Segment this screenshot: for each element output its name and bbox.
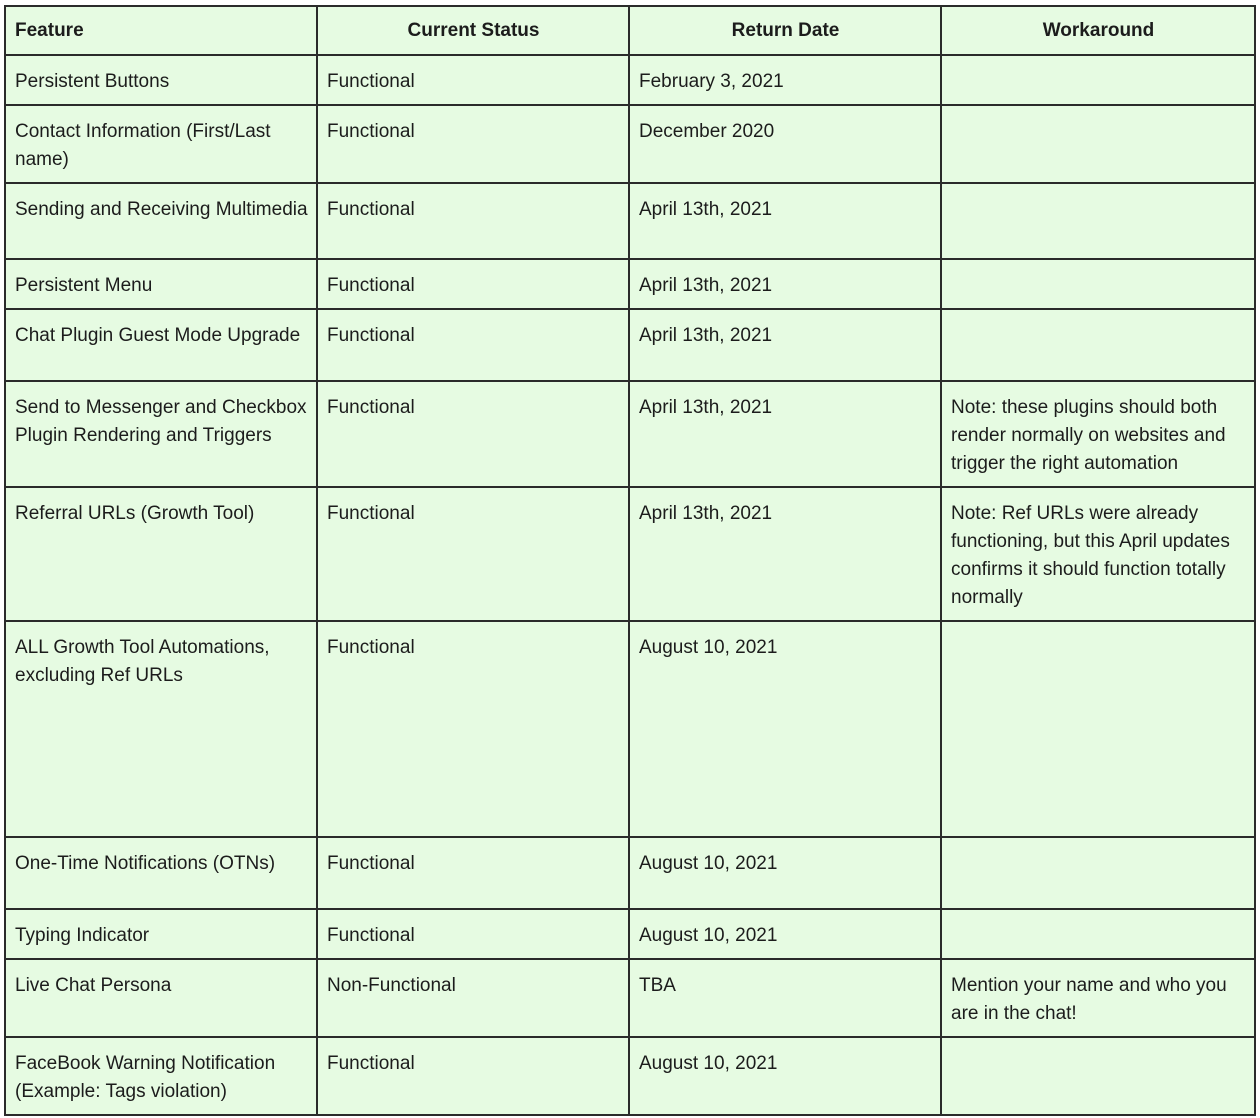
feature-status-table: [4, 5, 1256, 1116]
table-row: [5, 1037, 1255, 1115]
workaround-cell: Note: Ref URLs were already functioning, but this April updates confirms it should function totally normally: [941, 487, 1255, 621]
status-cell: Functional: [317, 55, 629, 105]
return-date-cell: April 13th, 2021: [629, 381, 941, 487]
feature-cell: One-Time Notifications (OTNs): [5, 837, 317, 909]
table-row: [5, 381, 1255, 487]
workaround-cell: [941, 621, 1255, 837]
workaround-cell: [941, 259, 1255, 309]
return-date-cell: TBA: [629, 959, 941, 1037]
feature-cell: ALL Growth Tool Automations, excluding Ref URLs: [5, 621, 317, 837]
table-row: [5, 959, 1255, 1037]
workaround-cell: Mention your name and who you are in the chat!: [941, 959, 1255, 1037]
status-cell: Functional: [317, 837, 629, 909]
feature-cell: Persistent Menu: [5, 259, 317, 309]
return-date-cell: April 13th, 2021: [629, 309, 941, 381]
return-date-cell: August 10, 2021: [629, 837, 941, 909]
feature-cell: Live Chat Persona: [5, 959, 317, 1037]
status-cell: Functional: [317, 621, 629, 837]
feature-cell: Persistent Buttons: [5, 55, 317, 105]
return-date-cell: April 13th, 2021: [629, 183, 941, 259]
feature-cell: Referral URLs (Growth Tool): [5, 487, 317, 621]
workaround-cell: [941, 55, 1255, 105]
header-current-status: Current Status: [317, 6, 629, 55]
feature-status-table-container: [4, 5, 1254, 1116]
status-cell: Functional: [317, 381, 629, 487]
table-row: [5, 105, 1255, 183]
status-cell: Functional: [317, 105, 629, 183]
status-cell: Functional: [317, 259, 629, 309]
feature-cell: Typing Indicator: [5, 909, 317, 959]
feature-cell: FaceBook Warning Notification (Example: Tags violation): [5, 1037, 317, 1115]
feature-cell: Chat Plugin Guest Mode Upgrade: [5, 309, 317, 381]
workaround-cell: [941, 1037, 1255, 1115]
feature-cell: Send to Messenger and Checkbox Plugin Rendering and Triggers: [5, 381, 317, 487]
feature-cell: Contact Information (First/Last name): [5, 105, 317, 183]
return-date-cell: August 10, 2021: [629, 909, 941, 959]
status-cell: Functional: [317, 309, 629, 381]
header-return-date: Return Date: [629, 6, 941, 55]
table-row: [5, 909, 1255, 959]
status-cell: Functional: [317, 909, 629, 959]
workaround-cell: [941, 909, 1255, 959]
status-cell: Functional: [317, 1037, 629, 1115]
workaround-cell: [941, 837, 1255, 909]
workaround-cell: [941, 105, 1255, 183]
return-date-cell: August 10, 2021: [629, 621, 941, 837]
return-date-cell: February 3, 2021: [629, 55, 941, 105]
table-row: [5, 837, 1255, 909]
return-date-cell: December 2020: [629, 105, 941, 183]
workaround-cell: [941, 309, 1255, 381]
header-workaround: Workaround: [941, 6, 1255, 55]
table-row: [5, 183, 1255, 259]
return-date-cell: August 10, 2021: [629, 1037, 941, 1115]
table-row: [5, 309, 1255, 381]
table-header-row: [5, 6, 1255, 55]
table-row: [5, 259, 1255, 309]
workaround-cell: [941, 183, 1255, 259]
return-date-cell: April 13th, 2021: [629, 259, 941, 309]
feature-cell: Sending and Receiving Multimedia: [5, 183, 317, 259]
table-row: [5, 487, 1255, 621]
table-row: [5, 621, 1255, 837]
workaround-cell: Note: these plugins should both render normally on websites and trigger the right automation: [941, 381, 1255, 487]
status-cell: Non-Functional: [317, 959, 629, 1037]
return-date-cell: April 13th, 2021: [629, 487, 941, 621]
header-feature: Feature: [5, 6, 317, 55]
status-cell: Functional: [317, 183, 629, 259]
table-row: [5, 55, 1255, 105]
status-cell: Functional: [317, 487, 629, 621]
